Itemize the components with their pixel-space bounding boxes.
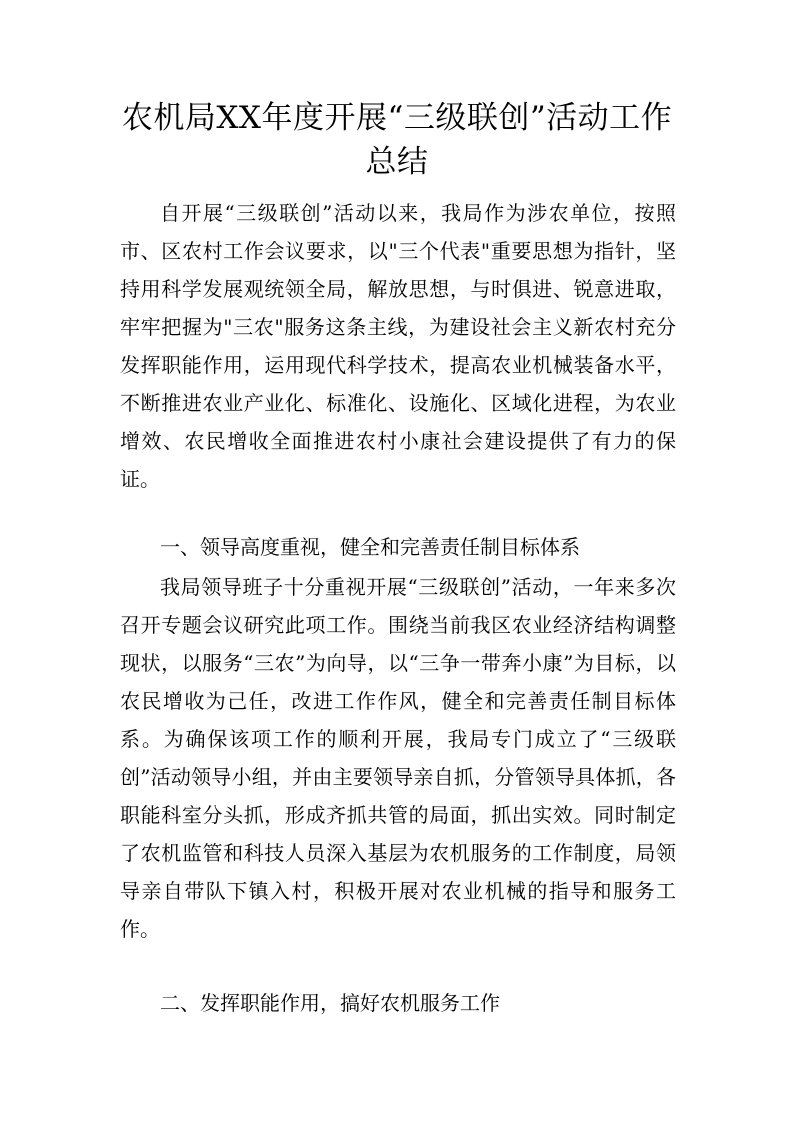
document-title: 农机局XX年度开展“三级联创”活动工作总结: [121, 100, 673, 180]
section-heading-2: 二、发挥职能作用，搞好农机服务工作: [160, 991, 500, 1015]
section-heading-1: 一、领导高度重视，健全和完善责任制目标体系: [160, 535, 580, 559]
intro-paragraph: 自开展“三级联创”活动以来，我局作为涉农单位，按照市、区农村工作会议要求，以"三个代表"重要思想为指针，坚持用科学发展观统领全局，解放思想，与时俱进、锐意进取，牢牢把握为"三农"服务这条主线，为建设社会主义新农村充分发挥职能作用，运用现代科学技术，提高农业机械装备水平，不断推进农业产业化、标准化、设施化、区域化进程，为农业增效、农民增收全面推进农村小康社会建设提供了有力的保证。: [120, 201, 676, 491]
section-1-paragraph: 我局领导班子十分重视开展“三级联创”活动，一年来多次召开专题会议研究此项工作。围绕当前我区农业经济结构调整现状，以服务“三农”为向导，以“三争一带奔小康”为目标，以农民增收为己任，改进工作作风，健全和完善责任制目标体系。为确保该项工作的顺利开展，我局专门成立了“三级联创”活动领导小组，并由主要领导亲自抓，分管领导具体抓，各职能科室分头抓，形成齐抓共管的局面，抓出实效。同时制定了农机监管和科技人员深入基层为农机服务的工作制度，局领导亲自带队下镇入村，积极开展对农业机械的指导和服务工作。: [120, 575, 676, 941]
